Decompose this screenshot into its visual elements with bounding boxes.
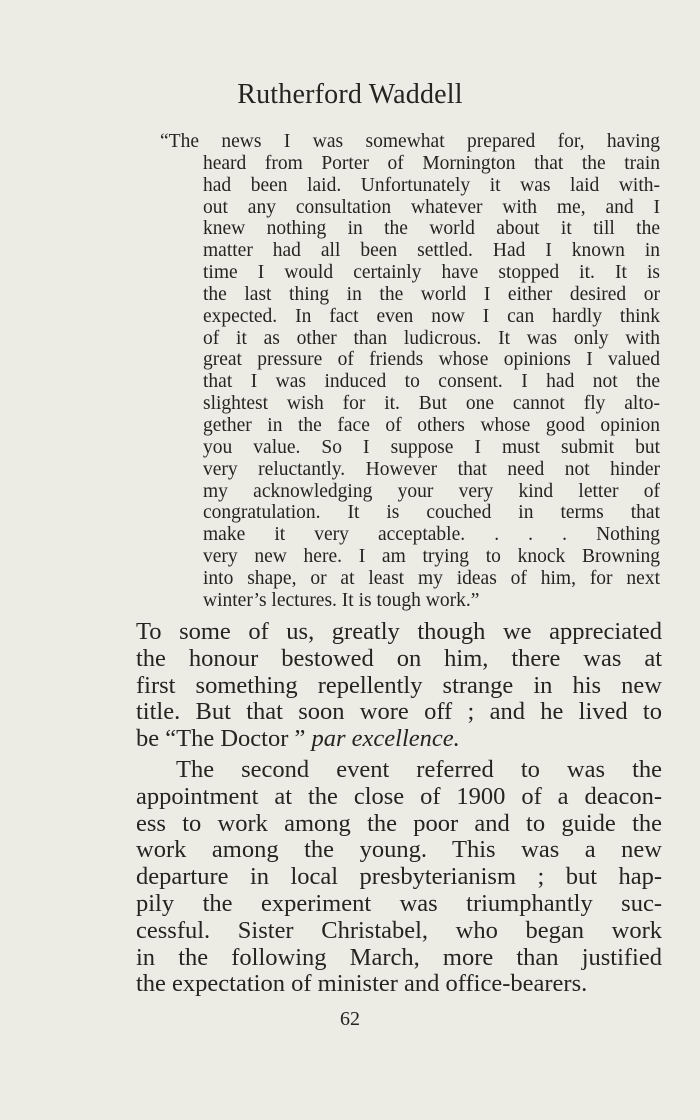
quote-line: expected. In fact even now I can hardly think	[203, 305, 660, 327]
quote-line: knew nothing in the world about it till the	[203, 218, 660, 240]
paragraph-line: To some of us, greatly though we appreciated	[136, 618, 662, 645]
quote-line: that I was induced to consent. I had not the	[203, 371, 660, 393]
quote-line: slightest wish for it. But one cannot fly alto-	[203, 393, 660, 415]
body-text	[136, 619, 662, 998]
paragraph-line: departure in local presbyterianism ; but hap-	[136, 863, 662, 891]
quote-line: my acknowledging your very kind letter of	[203, 480, 660, 502]
quote-line: you value. So I suppose I must submit but	[203, 436, 660, 458]
paragraph-line: first something repellently strange in his new	[136, 671, 662, 699]
paragraph-line: the honour bestowed on him, there was at	[136, 644, 662, 672]
paragraph-line	[136, 726, 662, 753]
paragraph-line: The second event referred to was the	[176, 755, 662, 783]
paragraph-line: cessful. Sister Christabel, who began work	[136, 916, 662, 944]
quote-line: matter had all been settled. Had I known in	[203, 240, 660, 262]
quote-line: winter’s lectures. It is tough work.”	[203, 589, 480, 611]
quote-line: very new here. I am trying to knock Browning	[203, 546, 660, 568]
quote-line: into shape, or at least my ideas of him, for next	[203, 567, 660, 589]
quote-line: time I would certainly have stopped it. It is	[203, 262, 660, 284]
paragraph-line-text: be “The Doctor ”	[136, 725, 306, 753]
quote-line: “The news I was somewhat prepared for, having	[160, 131, 660, 152]
quote-line: congratulation. It is couched in terms that	[203, 502, 660, 524]
quote-line: make it very acceptable. . . . Nothing	[203, 524, 660, 546]
quote-line: gether in the face of others whose good opinion	[203, 414, 660, 436]
quote-line: had been laid. Unfortunately it was laid with-	[203, 174, 660, 196]
italic-phrase: par excellence.	[311, 725, 460, 753]
paragraph-line: the expectation of minister and office-bearers.	[136, 970, 588, 998]
paragraph-line: in the following March, more than justified	[136, 943, 662, 971]
paragraph-line: title. But that soon wore off ; and he lived to	[136, 698, 662, 726]
quote-line: heard from Porter of Mornington that the train	[203, 152, 660, 174]
quote-line: out any consultation whatever with me, and I	[203, 196, 660, 218]
letter-quote	[160, 131, 660, 612]
quote-line: of it as other than ludicrous. It was only with	[203, 327, 660, 349]
paragraph-deaconess	[136, 757, 662, 998]
paragraph-line: ess to work among the poor and to guide the	[136, 809, 662, 837]
running-head: Rutherford Waddell	[237, 79, 463, 110]
page-number: 62	[340, 1008, 360, 1030]
quote-line: great pressure of friends whose opinions I valued	[203, 349, 660, 371]
quote-line: the last thing in the world I either desired or	[203, 283, 660, 305]
paragraph-doctor-title	[136, 619, 662, 753]
quote-line: very reluctantly. However that need not hinder	[203, 458, 660, 480]
paragraph-line: work among the young. This was a new	[136, 836, 662, 864]
paragraph-line: pily the experiment was triumphantly suc-	[136, 889, 662, 917]
paragraph-line: appointment at the close of 1900 of a deacon-	[136, 782, 662, 810]
